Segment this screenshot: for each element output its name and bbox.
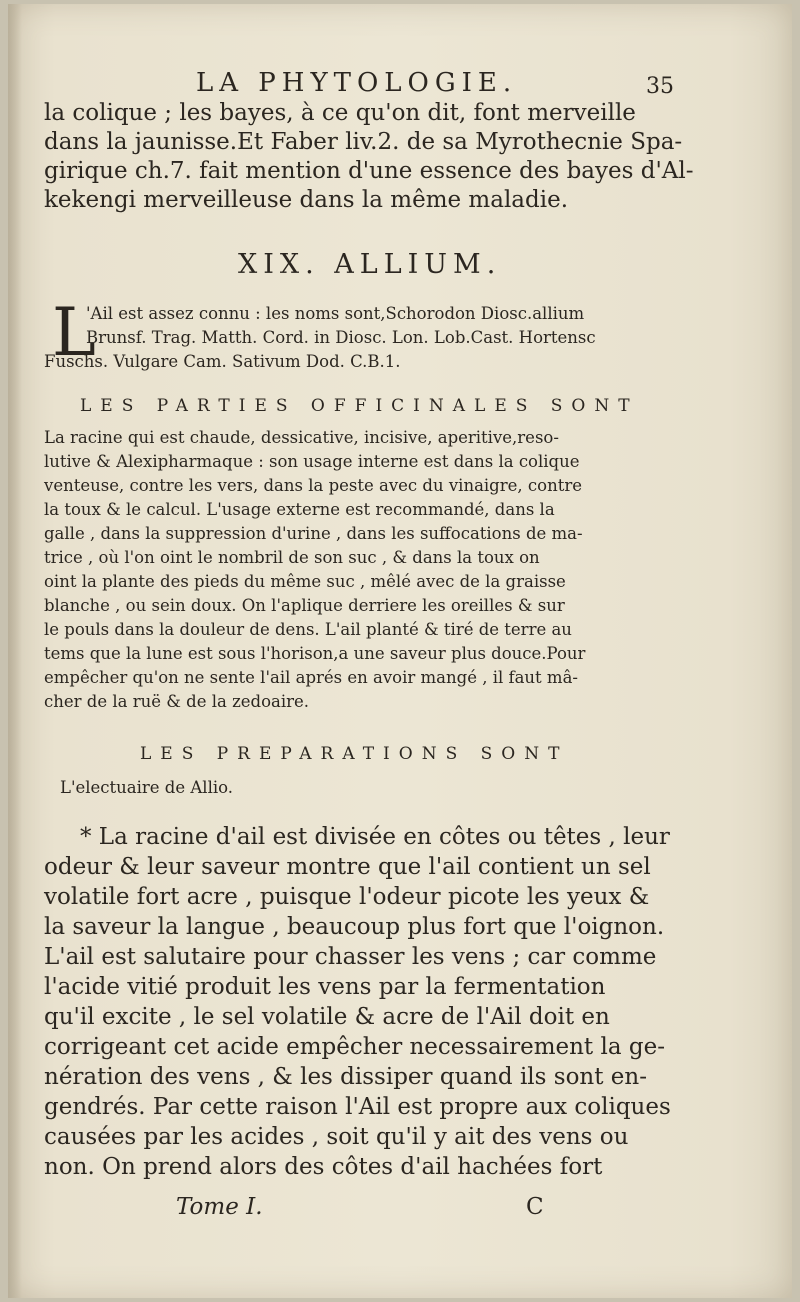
footer-tome: Tome I. <box>176 1194 263 1220</box>
preparations-heading: LES PREPARATIONS SONT <box>140 744 569 764</box>
section-title: XIX. ALLIUM. <box>238 249 502 280</box>
parts-line: cher de la ruë & de la zedoaire. <box>44 692 310 711</box>
note-line: volatile fort acre , puisque l'odeur picote les yeux & <box>44 884 650 910</box>
note-line: causées par les acides , soit qu'il y ait des vens ou <box>44 1124 629 1150</box>
parts-line: oint la plante des pieds du même suc , mêlé avec de la graisse <box>44 572 566 591</box>
intro-line: la colique ; les bayes, à ce qu'on dit, font merveille <box>44 100 636 126</box>
note-line: nération des vens , & les dissiper quand ils sont en- <box>44 1064 647 1090</box>
parts-line: tems que la lune est sous l'horison,a une saveur plus douce.Pour <box>44 644 586 663</box>
parts-line: le pouls dans la douleur de dens. L'ail planté & tiré de terre au <box>44 620 572 639</box>
note-line: odeur & leur saveur montre que l'ail contient un sel <box>44 854 651 880</box>
names-line: 'Ail est assez connu : les noms sont,Schorodon Diosc.allium <box>86 304 585 323</box>
drop-cap: L <box>52 294 96 371</box>
footer-signature: C <box>526 1194 544 1220</box>
parts-line: trice , où l'on oint le nombril de son suc , & dans la toux on <box>44 548 540 567</box>
book-page <box>8 4 792 1298</box>
parts-line: blanche , ou sein doux. On l'aplique derriere les oreilles & sur <box>44 596 565 615</box>
note-line: non. On prend alors des côtes d'ail hachées fort <box>44 1154 603 1180</box>
names-line: Fuschs. Vulgare Cam. Sativum Dod. C.B.1. <box>44 352 401 371</box>
intro-line: kekengi merveilleuse dans la même maladie. <box>44 187 569 213</box>
parts-line: venteuse, contre les vers, dans la peste avec du vinaigre, contre <box>44 476 582 495</box>
parts-line: la toux & le calcul. L'usage externe est recommandé, dans la <box>44 500 555 519</box>
note-line: L'ail est salutaire pour chasser les vens ; car comme <box>44 944 657 970</box>
intro-line: dans la jaunisse.Et Faber liv.2. de sa Myrothecnie Spa- <box>44 129 683 155</box>
parts-line: empêcher qu'on ne sente l'ail aprés en avoir mangé , il faut mâ- <box>44 668 578 687</box>
intro-line: girique ch.7. fait mention d'une essence des bayes d'Al- <box>44 158 694 184</box>
names-line: Brunsf. Trag. Matth. Cord. in Diosc. Lon. Lob.Cast. Hortensc <box>86 328 596 347</box>
page-gutter-shadow <box>8 4 22 1298</box>
parts-line: La racine qui est chaude, dessicative, incisive, aperitive,reso- <box>44 428 559 447</box>
parts-line: lutive & Alexipharmaque : son usage interne est dans la colique <box>44 452 580 471</box>
preparations-line: L'electuaire de Allio. <box>60 778 234 797</box>
note-line: * La racine d'ail est divisée en côtes ou têtes , leur <box>80 824 670 850</box>
note-line: gendrés. Par cette raison l'Ail est propre aux coliques <box>44 1094 671 1120</box>
page-number: 35 <box>646 74 674 99</box>
running-head: LA PHYTOLOGIE. <box>196 68 518 98</box>
note-line: corrigeant cet acide empêcher necessairement la ge- <box>44 1034 665 1060</box>
note-line: l'acide vitié produit les vens par la fermentation <box>44 974 606 1000</box>
note-line: qu'il excite , le sel volatile & acre de l'Ail doit en <box>44 1004 610 1030</box>
parts-heading: LES PARTIES OFFICINALES SONT <box>80 396 639 416</box>
note-line: la saveur la langue , beaucoup plus fort que l'oignon. <box>44 914 665 940</box>
parts-line: galle , dans la suppression d'urine , dans les suffocations de ma- <box>44 524 583 543</box>
